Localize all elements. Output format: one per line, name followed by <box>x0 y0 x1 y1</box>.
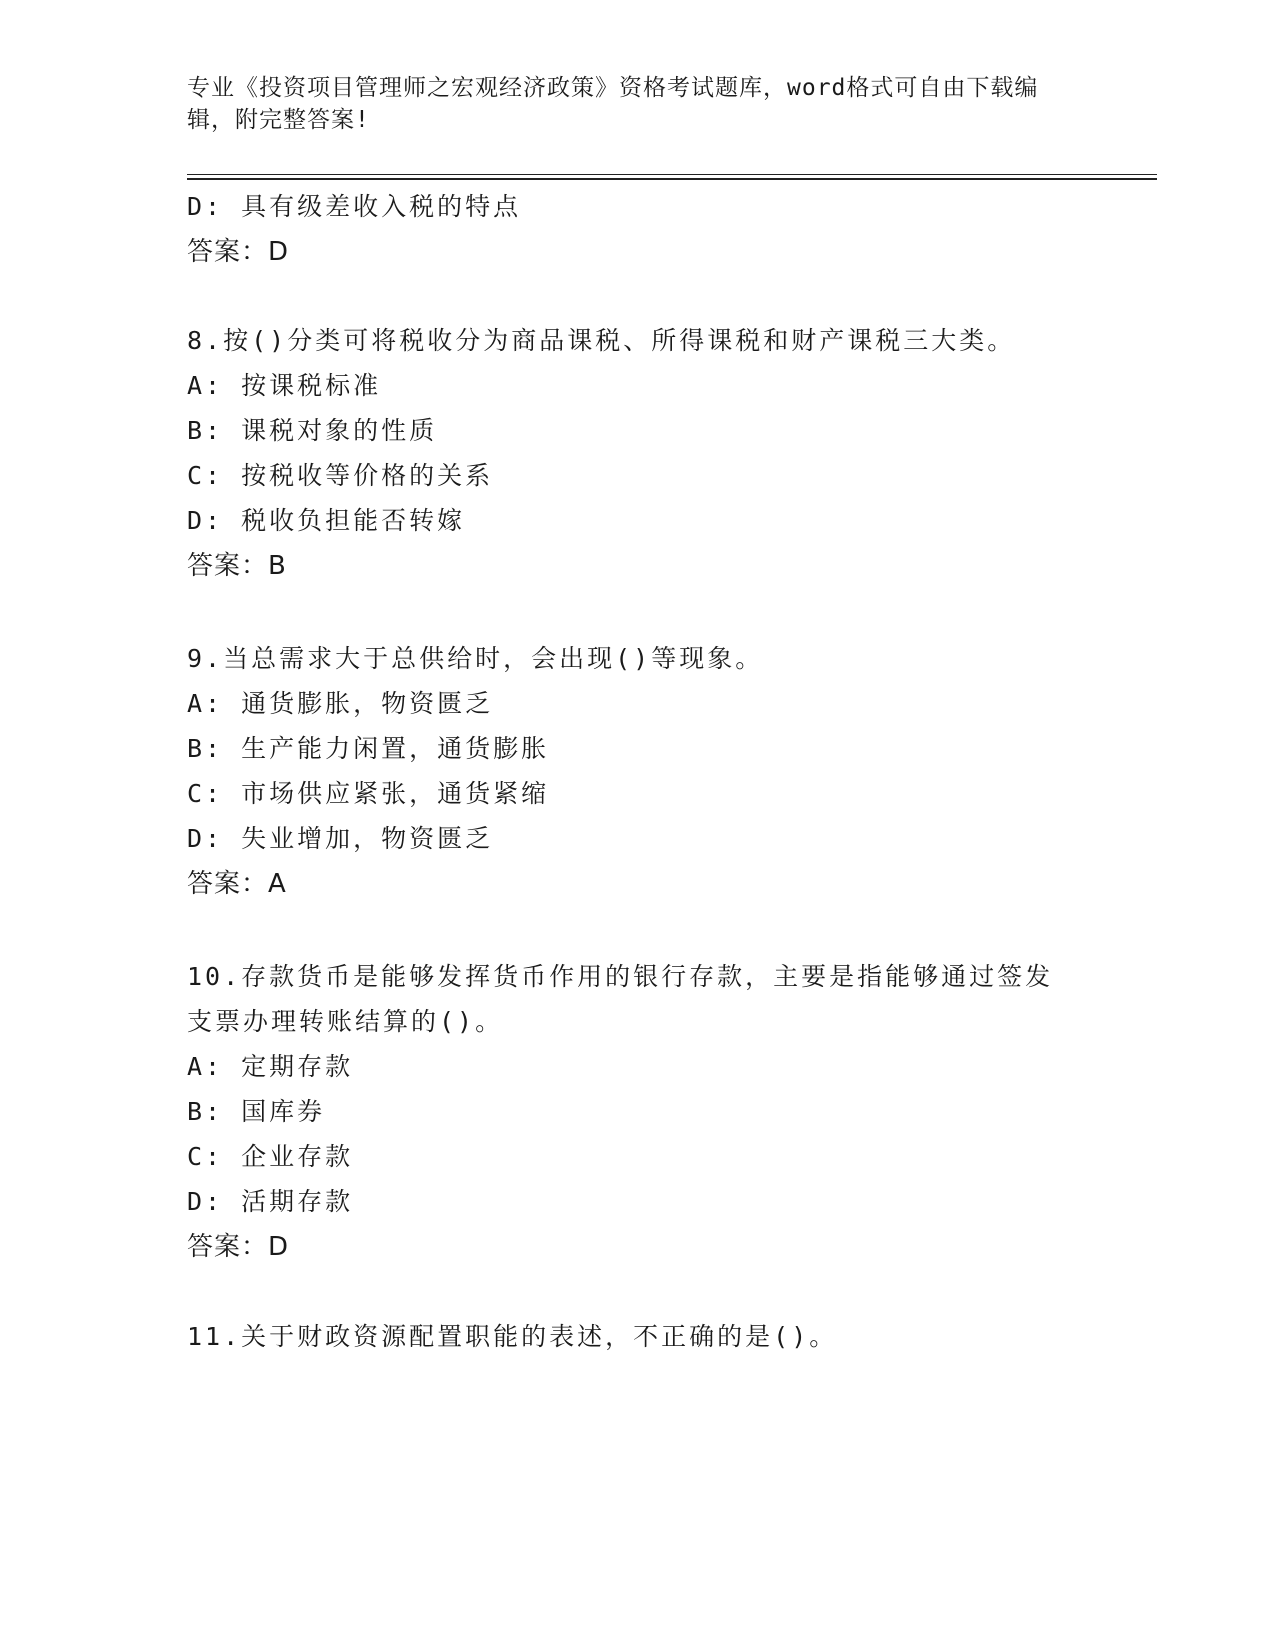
q7-answer: 答案：D <box>187 237 290 267</box>
q10-question-line2: 支票办理转账结算的()。 <box>187 1007 504 1036</box>
q8-option-b: B: 课税对象的性质 <box>187 416 438 445</box>
q9-question: 9.当总需求大于总供给时，会出现()等现象。 <box>187 644 764 673</box>
q10-option-c: C: 企业存款 <box>187 1142 354 1171</box>
q10-option-b: B: 国库券 <box>187 1097 326 1126</box>
q10-answer: 答案：D <box>187 1232 290 1262</box>
q9-answer: 答案：A <box>187 869 287 899</box>
header-divider-thin <box>187 174 1157 175</box>
q10-option-d: D: 活期存款 <box>187 1187 354 1216</box>
q10-option-a: A: 定期存款 <box>187 1052 354 1081</box>
q10-question-line1: 10.存款货币是能够发挥货币作用的银行存款，主要是指能够通过签发 <box>187 962 1054 991</box>
q8-answer: 答案：B <box>187 551 287 581</box>
q7-option-d: D: 具有级差收入税的特点 <box>187 192 522 221</box>
q9-option-b: B: 生产能力闲置，通货膨胀 <box>187 734 550 763</box>
q9-option-c: C: 市场供应紧张，通货紧缩 <box>187 779 550 808</box>
q8-option-c: C: 按税收等价格的关系 <box>187 461 494 490</box>
q9-option-a: A: 通货膨胀，物资匮乏 <box>187 689 494 718</box>
q8-option-a: A: 按课税标准 <box>187 371 382 400</box>
q8-question: 8.按()分类可将税收分为商品课税、所得课税和财产课税三大类。 <box>187 326 1016 355</box>
q11-question: 11.关于财政资源配置职能的表述，不正确的是()。 <box>187 1322 838 1351</box>
q8-option-d: D: 税收负担能否转嫁 <box>187 506 466 535</box>
header-divider-thick <box>187 178 1157 180</box>
q9-option-d: D: 失业增加，物资匮乏 <box>187 824 494 853</box>
document-header: 专业《投资项目管理师之宏观经济政策》资格考试题库，word格式可自由下载编辑，附完整答案! <box>187 75 1039 133</box>
